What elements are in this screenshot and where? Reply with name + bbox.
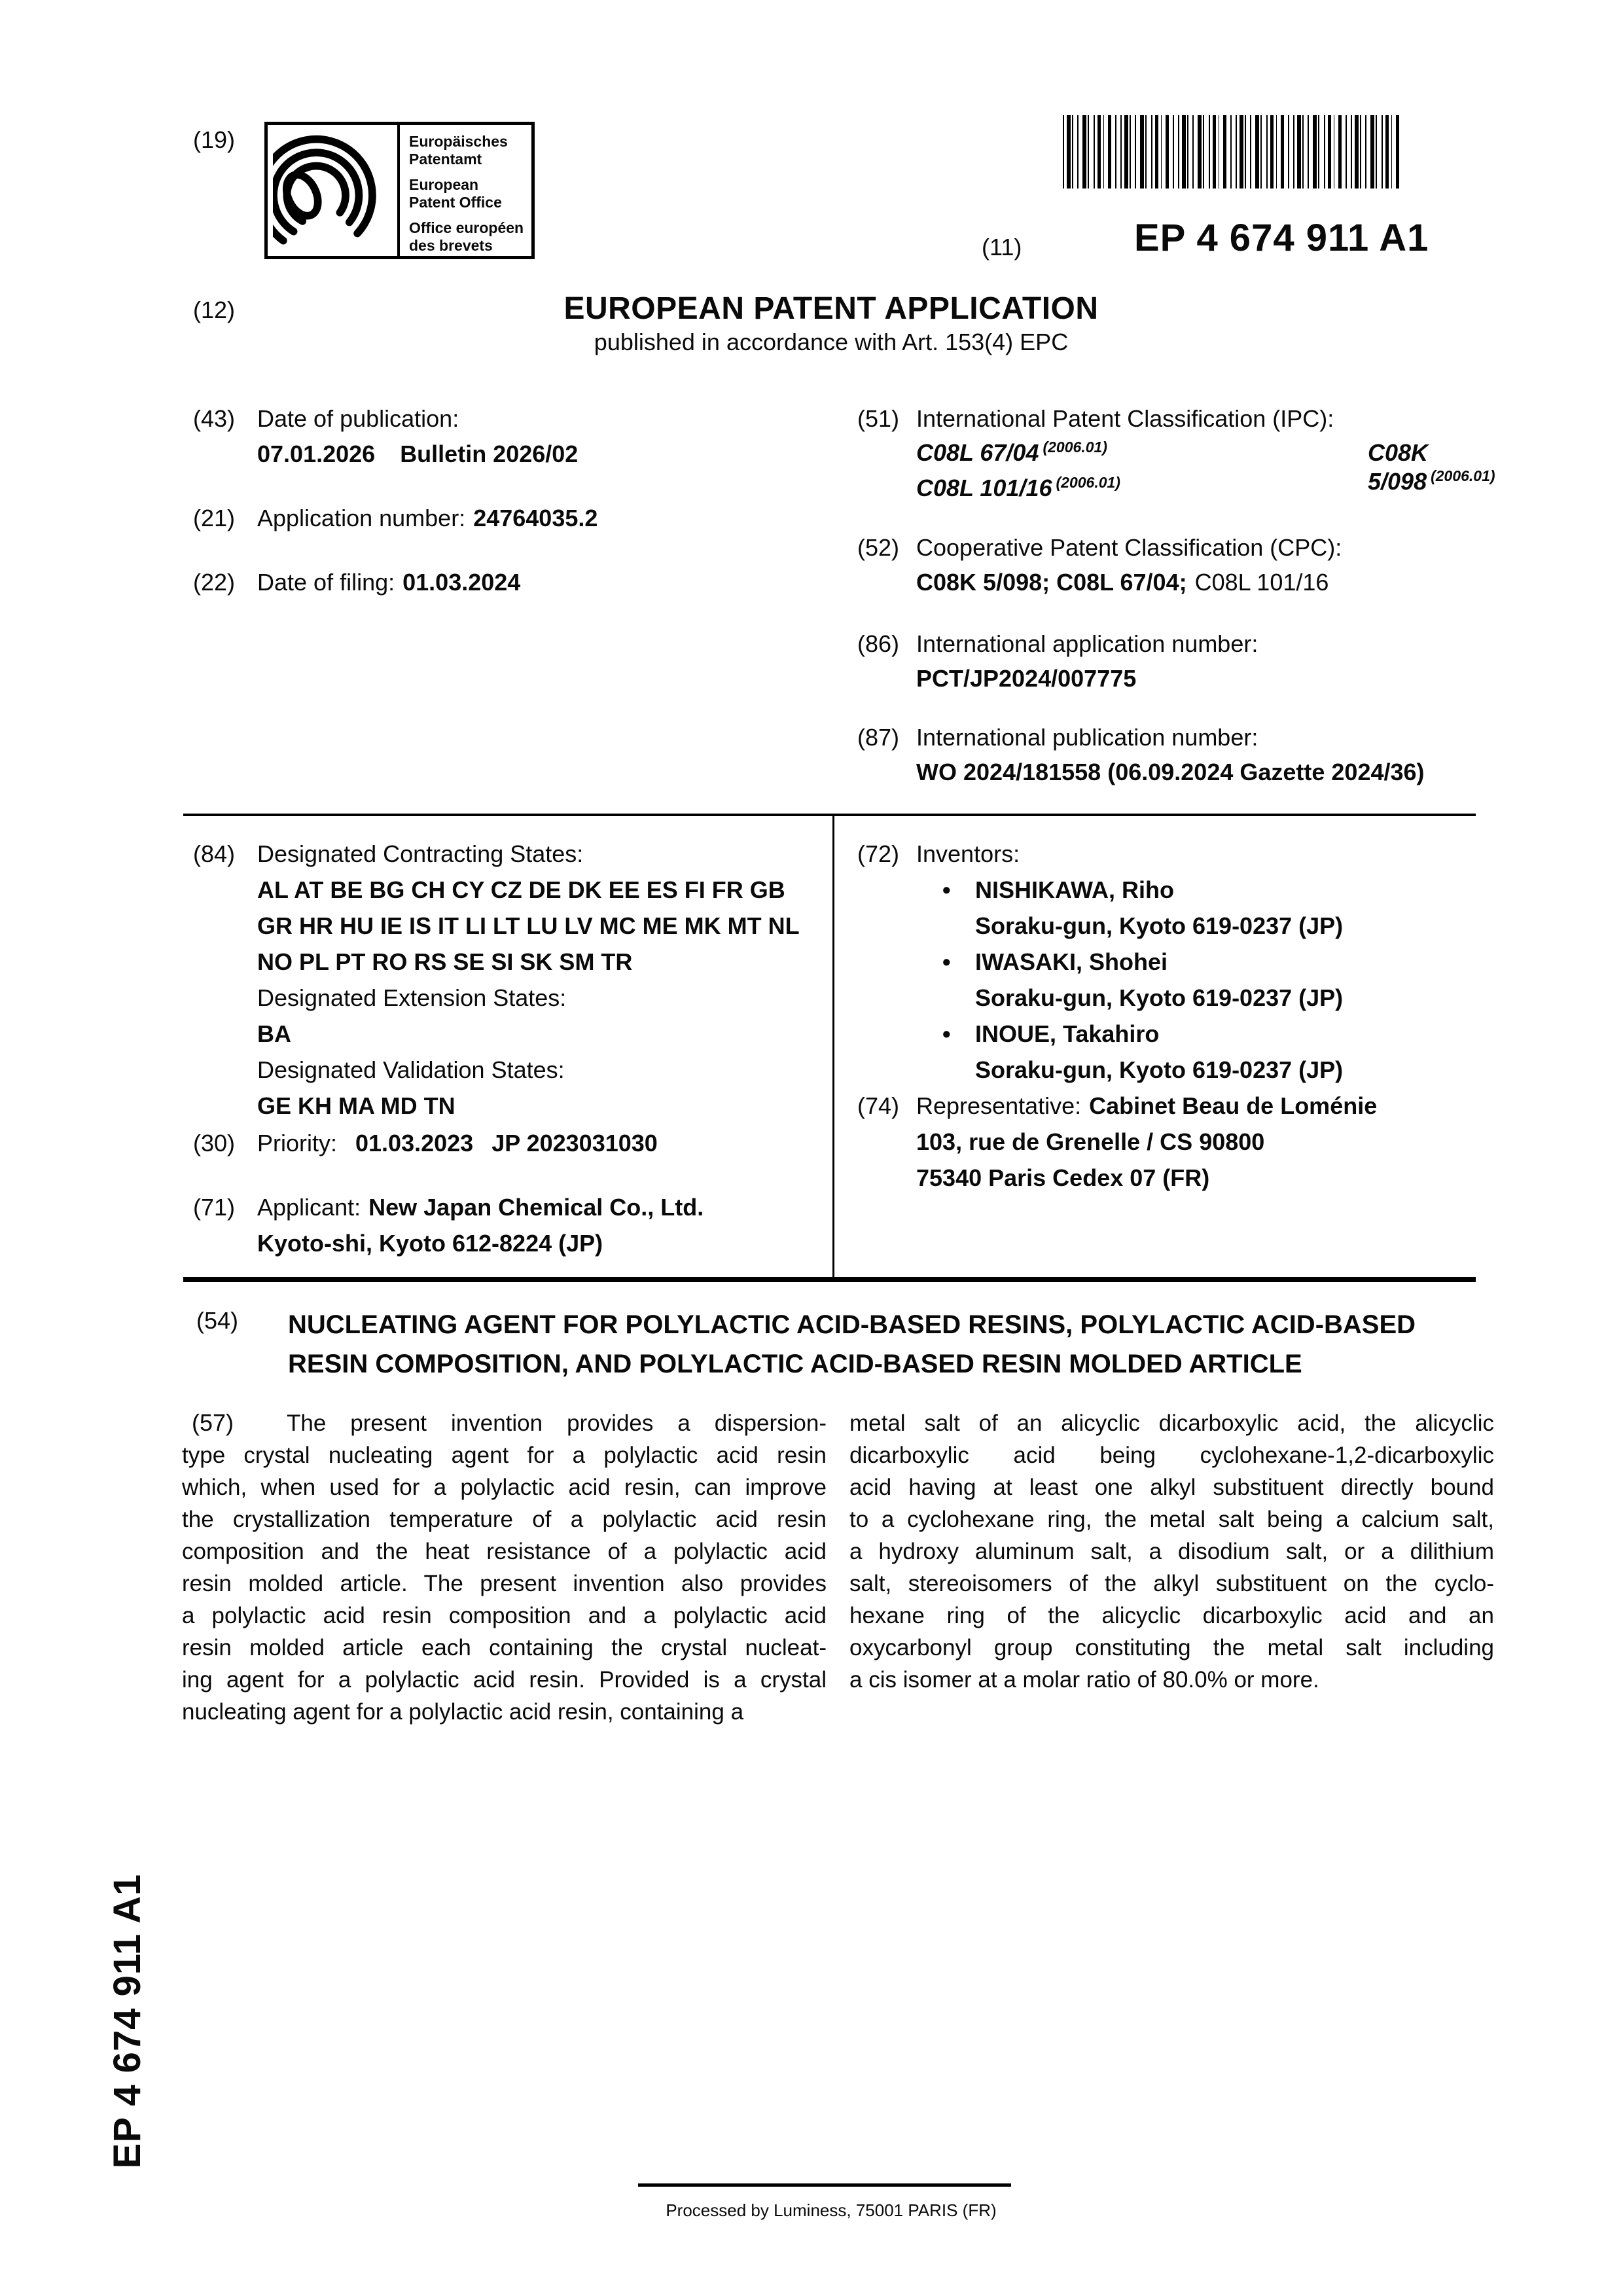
inventor-name-1: NISHIKAWA, Riho xyxy=(975,876,1174,903)
bullet-icon: • xyxy=(942,876,951,903)
abstract-line: the crystallization temperature of a polylactic acid resin xyxy=(182,1507,827,1532)
abstract-column-2 xyxy=(849,1407,1494,1696)
contracting-states-1: AL AT BE BG CH CY CZ DE DK EE ES FI FR GB xyxy=(257,876,785,903)
inid-21: (21) xyxy=(193,505,236,531)
office-name-en: European xyxy=(409,176,479,193)
inventor-name-3: INOUE, Takahiro xyxy=(975,1020,1160,1047)
logo-box-divider xyxy=(397,125,400,256)
office-name-de: Europäisches xyxy=(409,133,508,150)
inventor-address-2: Soraku-gun, Kyoto 619-0237 (JP) xyxy=(975,984,1344,1011)
filing-date: 01.03.2024 xyxy=(402,569,521,596)
validation-states: GE KH MA MD TN xyxy=(257,1092,455,1119)
ipc-code-1: C08L 67/04 xyxy=(916,439,1039,466)
footer-processing-note: Processed by Luminess, 75001 PARIS (FR) xyxy=(666,2200,997,2220)
intl-publication-label: International publication number: xyxy=(916,724,1258,751)
abstract-line: salt, stereoisomers of the alkyl substituent on the cyclo- xyxy=(849,1571,1494,1596)
abstract-line: a hydroxy aluminum salt, a disodium salt, or a dilithium xyxy=(849,1539,1494,1564)
document-subtype: published in accordance with Art. 153(4) EPC xyxy=(594,329,1069,355)
abstract-line: The present invention provides a dispersion- xyxy=(287,1410,827,1436)
priority-date: 01.03.2023 xyxy=(355,1130,474,1157)
publication-date: 07.01.2026 xyxy=(257,440,376,467)
epo-spiral-logo xyxy=(273,129,394,255)
applicant-name: New Japan Chemical Co., Ltd. xyxy=(368,1194,704,1221)
inventor-address-3: Soraku-gun, Kyoto 619-0237 (JP) xyxy=(975,1056,1344,1083)
abstract-column-1 xyxy=(182,1407,827,1728)
barcode xyxy=(1063,115,1403,188)
inid-74: (74) xyxy=(857,1092,900,1119)
application-number-row xyxy=(257,504,597,533)
invention-title-line-1: NUCLEATING AGENT FOR POLYLACTIC ACID-BASED RESINS, POLYLACTIC ACID-BASED xyxy=(288,1310,1416,1339)
inid-30: (30) xyxy=(193,1130,236,1157)
ipc-version-2: (2006.01) xyxy=(1431,467,1495,484)
priority-number: JP 2023031030 xyxy=(491,1130,658,1157)
intl-application-label: International application number: xyxy=(916,630,1258,657)
abstract-line: type crystal nucleating agent for a polylactic acid resin xyxy=(182,1443,827,1468)
footer-rule xyxy=(638,2183,1011,2187)
extension-states: BA xyxy=(257,1020,291,1047)
divider-top-rule xyxy=(183,814,1476,816)
inid-11: (11) xyxy=(982,234,1022,260)
inid-87: (87) xyxy=(857,724,900,751)
abstract-line: ing agent for a polylactic acid resin. Provided is a crystal xyxy=(182,1667,827,1693)
inid-54: (54) xyxy=(196,1307,239,1334)
abstract-line: dicarboxylic acid being cyclohexane-1,2-dicarboxylic xyxy=(849,1443,1494,1468)
ipc-version-3: (2006.01) xyxy=(1056,474,1120,491)
publication-number: EP 4 674 911 A1 xyxy=(1134,217,1429,259)
inid-84: (84) xyxy=(193,840,236,867)
priority-row xyxy=(257,1129,658,1158)
applicant-row xyxy=(257,1193,704,1222)
abstract-line: a cis isomer at a molar ratio of 80.0% or more. xyxy=(849,1667,1319,1693)
designated-states-label: Designated Contracting States: xyxy=(257,840,584,867)
intl-application-number: PCT/JP2024/007775 xyxy=(916,665,1137,692)
date-of-publication-value xyxy=(257,440,578,469)
bullet-icon: • xyxy=(942,1020,951,1047)
ipc-code-3: C08L 101/16 xyxy=(916,475,1052,501)
cpc-codes-bold: C08K 5/098; C08L 67/04; xyxy=(916,569,1187,596)
contracting-states-2: GR HR HU IE IS IT LI LT LU LV MC ME MK MT NL xyxy=(257,912,800,939)
abstract-line: hexane ring of the alicyclic dicarboxylic acid and an xyxy=(849,1603,1494,1628)
bulletin-number: Bulletin 2026/02 xyxy=(400,440,579,467)
date-of-filing-label: Date of filing: xyxy=(257,569,395,596)
representative-address-1: 103, rue de Grenelle / CS 90800 xyxy=(916,1128,1265,1155)
applicant-address: Kyoto-shi, Kyoto 612-8224 (JP) xyxy=(257,1230,603,1257)
inventor-address-1: Soraku-gun, Kyoto 619-0237 (JP) xyxy=(975,912,1344,939)
abstract-line: nucleating agent for a polylactic acid resin, containing a xyxy=(182,1699,744,1725)
abstract-line: a polylactic acid resin composition and a polylactic acid xyxy=(182,1603,827,1628)
inid-43: (43) xyxy=(193,405,236,432)
inid-22: (22) xyxy=(193,569,236,596)
ipc-label: International Patent Classification (IPC): xyxy=(916,405,1334,432)
ipc-entry-2 xyxy=(1368,439,1495,499)
epo-office-names: Europäisches Patentamt European Patent Office Office européen des brevets xyxy=(409,133,524,254)
office-name-fr: Office européen xyxy=(409,219,524,236)
cpc-codes xyxy=(916,568,1329,597)
date-of-filing-row xyxy=(257,568,520,597)
intl-publication-number: WO 2024/181558 (06.09.2024 Gazette 2024/36) xyxy=(916,759,1425,785)
representative-address-2: 75340 Paris Cedex 07 (FR) xyxy=(916,1164,1210,1191)
inid-86: (86) xyxy=(857,630,900,657)
inid-72: (72) xyxy=(857,840,900,867)
inid-51: (51) xyxy=(857,405,900,432)
abstract-line: metal salt of an alicyclic dicarboxylic acid, the alicyclic xyxy=(849,1410,1494,1436)
cpc-label: Cooperative Patent Classification (CPC): xyxy=(916,534,1342,561)
abstract-line: oxycarbonyl group constituting the metal salt including xyxy=(849,1635,1494,1660)
application-number: 24764035.2 xyxy=(473,505,598,531)
sidebar-publication-number: EP 4 674 911 A1 xyxy=(106,1873,149,2169)
inid-12: (12) xyxy=(193,296,236,323)
inid-19: (19) xyxy=(193,126,236,153)
abstract-line: resin molded article. The present invention also provides xyxy=(182,1571,827,1596)
extension-states-label: Designated Extension States: xyxy=(257,984,567,1011)
abstract-line: which, when used for a polylactic acid resin, can improve xyxy=(182,1475,827,1500)
representative-row xyxy=(916,1092,1377,1121)
abstract-line: to a cyclohexane ring, the metal salt being a calcium salt, xyxy=(849,1507,1494,1532)
invention-title xyxy=(288,1305,1453,1384)
inid-57: (57) xyxy=(192,1409,234,1436)
representative-name: Cabinet Beau de Loménie xyxy=(1089,1092,1378,1119)
bullet-icon: • xyxy=(942,948,951,975)
ipc-version-1: (2006.01) xyxy=(1043,439,1107,456)
contracting-states-3: NO PL PT RO RS SE SI SK SM TR xyxy=(257,948,633,975)
divider-thick-rule xyxy=(183,1277,1476,1282)
cpc-codes-regular: C08L 101/16 xyxy=(1194,569,1329,596)
priority-label: Priority: xyxy=(257,1130,338,1157)
column-divider xyxy=(832,814,834,1280)
abstract-line: composition and the heat resistance of a polylactic acid xyxy=(182,1539,827,1564)
application-number-label: Application number: xyxy=(257,505,466,531)
inid-52: (52) xyxy=(857,534,900,561)
abstract-line: acid having at least one alkyl substituent directly bound xyxy=(849,1475,1494,1500)
applicant-label: Applicant: xyxy=(257,1194,361,1221)
abstract-line: resin molded article each containing the crystal nucleat- xyxy=(182,1635,827,1660)
epo-logo-box xyxy=(264,122,535,259)
inventors-label: Inventors: xyxy=(916,840,1020,867)
ipc-row-2 xyxy=(916,474,1120,505)
date-of-publication-label: Date of publication: xyxy=(257,405,459,432)
ipc-code-2: C08K 5/098 xyxy=(1368,439,1429,495)
validation-states-label: Designated Validation States: xyxy=(257,1056,565,1083)
inventor-name-2: IWASAKI, Shohei xyxy=(975,948,1168,975)
representative-label: Representative: xyxy=(916,1092,1082,1119)
inid-71: (71) xyxy=(193,1194,236,1221)
document-type-title: EUROPEAN PATENT APPLICATION xyxy=(563,291,1099,326)
invention-title-line-2: RESIN COMPOSITION, AND POLYLACTIC ACID-BASED RESIN MOLDED ARTICLE xyxy=(288,1350,1302,1378)
